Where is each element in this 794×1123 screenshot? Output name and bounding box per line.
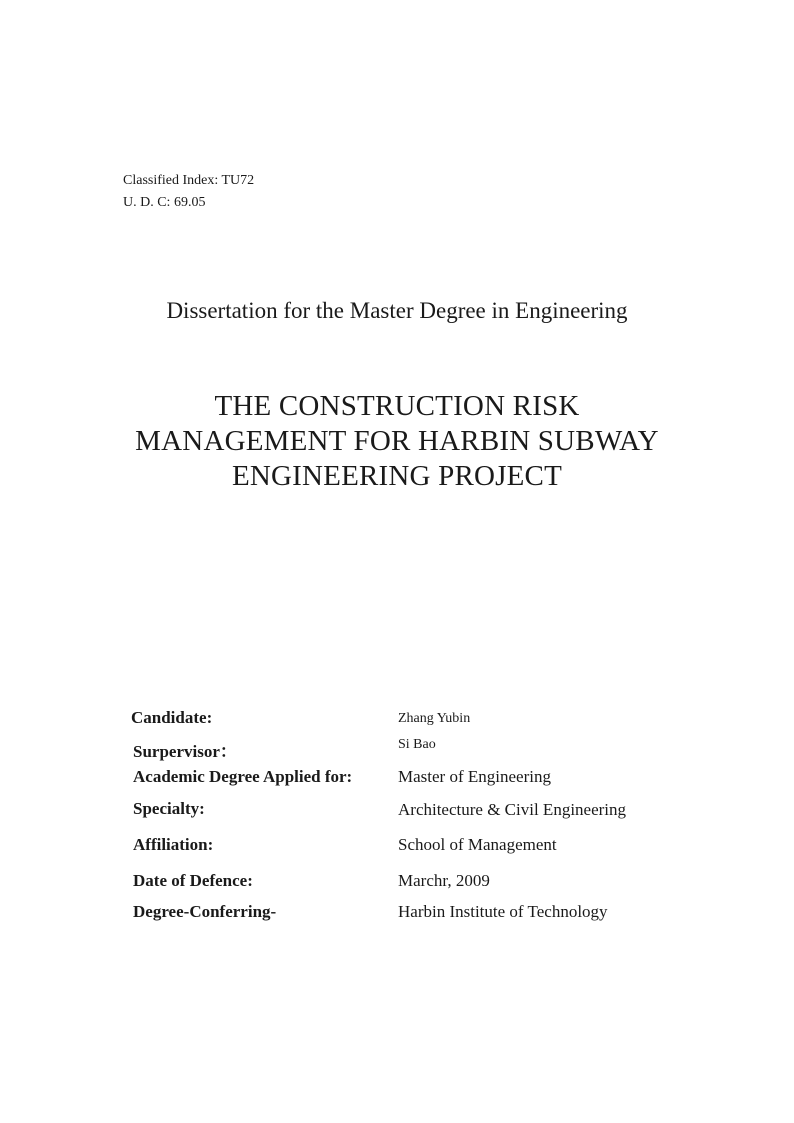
title-line: THE CONSTRUCTION RISK xyxy=(214,390,580,422)
info-row-conferring xyxy=(0,902,794,932)
info-row-specialty xyxy=(0,799,794,829)
info-label: Date of Defence: xyxy=(133,871,253,890)
info-row-supervisor xyxy=(0,736,794,766)
info-value: Si Bao xyxy=(398,737,436,752)
info-value: Zhang Yubin xyxy=(398,711,471,726)
info-label: Degree-Conferring- xyxy=(133,902,277,921)
info-row-degree xyxy=(0,767,794,797)
info-value: Harbin Institute of Technology xyxy=(398,902,608,921)
info-label: Specialty: xyxy=(133,799,205,818)
info-label: Surpervisor： xyxy=(133,742,237,761)
thesis-title xyxy=(0,389,794,494)
info-value: School of Management xyxy=(398,835,557,854)
info-value: Architecture & Civil Engineering xyxy=(398,800,627,819)
udc-number: U. D. C: 69.05 xyxy=(123,195,206,210)
info-value: Master of Engineering xyxy=(398,767,551,786)
info-row-defence-date xyxy=(0,871,794,901)
title-line: MANAGEMENT FOR HARBIN SUBWAY xyxy=(135,425,659,457)
info-value: Marchr, 2009 xyxy=(398,871,490,890)
info-row-candidate xyxy=(0,708,794,738)
classification-block xyxy=(123,170,254,214)
degree-statement: Dissertation for the Master Degree in Engineering xyxy=(166,298,628,323)
classified-index: Classified Index: TU72 xyxy=(123,173,255,188)
info-label: Candidate: xyxy=(131,708,213,727)
info-label: Academic Degree Applied for: xyxy=(133,767,353,786)
title-line: ENGINEERING PROJECT xyxy=(231,460,563,492)
info-label: Affiliation: xyxy=(133,835,214,854)
info-row-affiliation xyxy=(0,835,794,865)
